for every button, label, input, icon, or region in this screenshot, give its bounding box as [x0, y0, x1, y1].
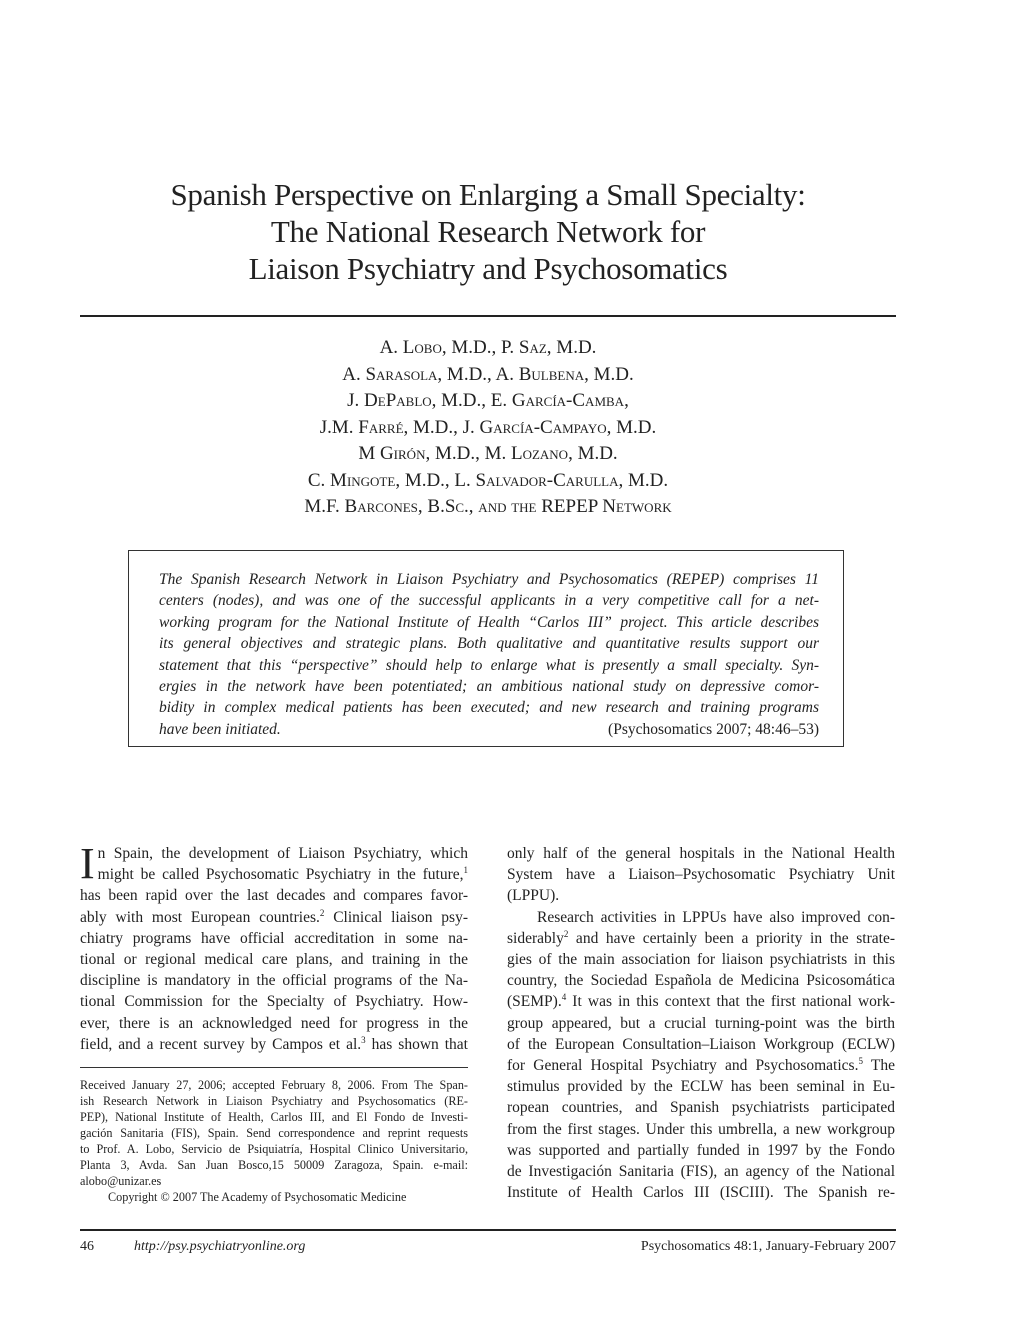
title-line-3: Liaison Psychiatry and Psychosomatics	[248, 251, 728, 286]
footnote-line: Received January 27, 2006; accepted February 8, 2006. From The Span-	[80, 1078, 468, 1092]
body-line: tional Commission for the Specialty of Psychiatry. How-	[80, 993, 468, 1011]
reference-sup: 3	[361, 1034, 366, 1045]
footnote-line: PEP), National Institute of Health, Carlos III, and El Fondo de Investi-	[80, 1110, 468, 1124]
title-line-1: Spanish Perspective on Enlarging a Small Specialty:	[170, 177, 806, 212]
author-line: J.M. Farré, M.D., J. García-Campayo, M.D.	[319, 416, 657, 438]
abstract-line: working program for the National Institute of Health “Carlos III” project. This article describes	[159, 613, 819, 631]
body-line: ropean countries, and Spanish psychiatrists participated	[507, 1099, 895, 1117]
author-line: A. Sarasola, M.D., A. Bulbena, M.D.	[342, 363, 634, 385]
reference-sup: 2	[563, 928, 569, 939]
author-list	[80, 335, 896, 521]
left-column	[80, 839, 468, 1055]
footnote-email: alobo@unizar.es	[80, 1174, 162, 1188]
body-line: discipline is mandatory in the official programs of the Na-	[80, 972, 468, 990]
copyright-notice: Copyright © 2007 The Academy of Psychosomatic Medicine	[108, 1190, 407, 1204]
body-line: field, and a recent survey by Campos et al.$^3$ has shown that	[80, 1034, 468, 1053]
abstract-box	[128, 550, 844, 747]
body-line: has been rapid over the last decades and compares favor-	[80, 887, 468, 905]
abstract-line: its general objectives and strategic plans. Both qualitative and quantitative results support our	[159, 635, 819, 653]
body-line: Research activities in LPPUs have also improved con-	[537, 908, 895, 926]
abstract-last-line	[159, 719, 819, 740]
abstract-line: bidity in complex medical patients has been executed; and new research and training programs	[159, 699, 819, 717]
body-line: chiatry programs have official accreditation in some na-	[80, 929, 468, 947]
body-line: tional or regional medical care plans, and training in the	[80, 951, 468, 969]
abstract-citation: (Psychosomatics 2007; 48:46–53)	[608, 720, 819, 738]
footnote-line: gación Sanitaria (FIS), Spain. Send correspondence and reprint requests	[80, 1126, 468, 1140]
body-line: System have a Liaison–Psychosomatic Psychiatry Unit	[507, 866, 895, 884]
body-line: only half of the general hospitals in the National Health	[507, 845, 895, 862]
reference-sup: 4	[561, 992, 567, 1003]
body-line: de Investigación Sanitaria (FIS), an agency of the National	[507, 1163, 895, 1181]
page-number: 46	[80, 1239, 94, 1254]
footnote-divider	[80, 1067, 468, 1068]
footnote-line: to Prof. A. Lobo, Servicio de Psiquiatría, Hospital Clinico Universitario,	[80, 1142, 468, 1156]
body-line: Institute of Health Carlos III (ISCIII). The Spanish re-	[507, 1184, 895, 1202]
body-line: (LPPU).	[507, 887, 560, 905]
reference-sup: 5	[858, 1055, 863, 1066]
footnote	[80, 1077, 468, 1205]
body-line: ably with most European countries.$^2$ Clinical liaison psy-	[80, 907, 468, 926]
body-line: was supported and partially funded in 1997 by the Fondo	[507, 1141, 895, 1159]
body-line: country, the Sociedad Española de Medicina Psicosomática	[507, 972, 895, 990]
body-line: group appeared, but a crucial turning-point was the birth	[507, 1014, 895, 1032]
body-line: might be called Psychosomatic Psychiatry in the future,$^1$	[97, 865, 468, 884]
abstract-line: have been initiated.	[159, 720, 281, 738]
title-divider	[80, 315, 896, 317]
body-line: of the European Consultation–Liaison Workgroup (ECLW)	[507, 1035, 895, 1053]
reference-sup: 2	[319, 907, 325, 918]
footnote-line: Planta 3, Avda. San Juan Bosco,15 50009 Zaragoza, Spain. e-mail:	[80, 1158, 468, 1172]
drop-cap: I	[80, 839, 95, 888]
abstract-line: statement that this “perspective” should help to enlarge what is presently a small specialty. Syn-	[159, 656, 819, 674]
abstract-line: ergies in the network have been potentiated; an ambitious national study on depressive comor-	[159, 678, 819, 696]
right-column	[507, 843, 895, 1203]
abstract-line: The Spanish Research Network in Liaison Psychiatry and Psychosomatics (REPEP) comprises 11	[159, 571, 819, 588]
footer-divider	[80, 1229, 896, 1231]
title-line-2: The National Research Network for	[270, 214, 706, 249]
journal-citation: Psychosomatics 48:1, January-February 2007	[640, 1239, 896, 1254]
body-line: stimulus provided by the ECLW has been seminal in Eu-	[507, 1078, 895, 1096]
article-title	[80, 176, 896, 287]
body-line: ever, there is an acknowledged need for progress in the	[80, 1014, 468, 1032]
author-line: C. Mingote, M.D., L. Salvador-Carulla, M.D.	[307, 469, 669, 491]
author-line: A. Lobo, M.D., P. Saz, M.D.	[379, 337, 597, 358]
journal-url[interactable]: http://psy.psychiatryonline.org	[134, 1239, 306, 1254]
reference-sup: 1	[463, 865, 468, 876]
abstract-line: centers (nodes), and was one of the successful applicants in a very competitive call for a net-	[159, 592, 819, 610]
body-line: gies of the main association for liaison psychiatrists in this	[507, 951, 895, 969]
body-line: siderably$^2$ and have certainly been a priority in the strate-	[507, 928, 895, 947]
author-line: J. DePablo, M.D., E. García-Camba,	[347, 390, 629, 411]
body-line: n Spain, the development of Liaison Psychiatry, which	[97, 845, 468, 862]
body-line: from the first stages. Under this umbrella, a new workgroup	[507, 1120, 895, 1138]
body-line: (SEMP).$^4$ It was in this context that the first national work-	[507, 992, 895, 1011]
author-line: M Girón, M.D., M. Lozano, M.D.	[358, 443, 618, 464]
author-line: M.F. Barcones, B.Sc., and the REPEP Network	[304, 496, 672, 517]
body-line: for General Hospital Psychiatry and Psychosomatics.$^5$ The	[507, 1055, 895, 1075]
footnote-line: ish Research Network in Liaison Psychiatry and Psychosomatics (RE-	[80, 1094, 468, 1108]
abstract-text	[159, 569, 819, 740]
